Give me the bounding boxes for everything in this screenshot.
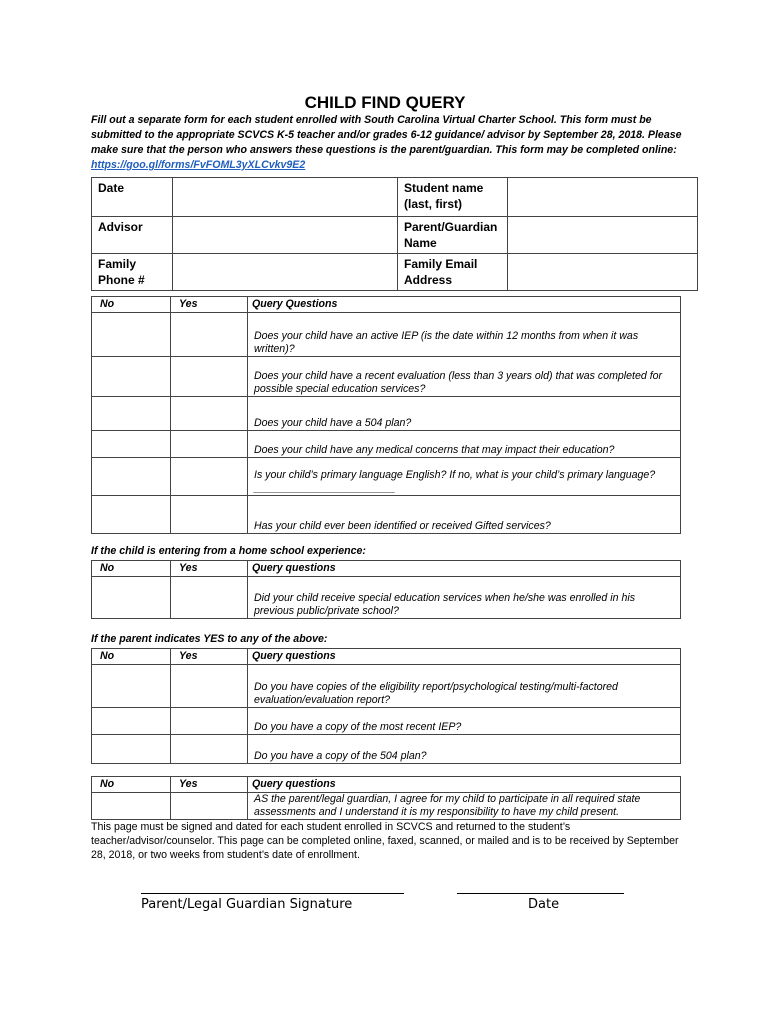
table-row [92, 496, 681, 534]
parent-yes-section-label: If the parent indicates YES to any of the above: [91, 633, 328, 645]
table-row [92, 708, 681, 735]
table-row [92, 577, 681, 619]
no-checkbox[interactable] [92, 577, 171, 619]
date-label: Date [92, 178, 173, 217]
student-name-label: Student name (last, first) [398, 178, 508, 217]
question-text: Did your child receive special education services when he/she was enrolled in his previous public/private school? [248, 577, 681, 619]
intro-paragraph [91, 113, 691, 173]
query-table-assessment [91, 776, 681, 820]
col-question-header: Query Questions [248, 297, 681, 313]
page-title: CHILD FIND QUERY [304, 93, 466, 112]
parent-name-label: Parent/Guardian Name [398, 217, 508, 254]
advisor-label: Advisor [92, 217, 173, 254]
col-yes-header: Yes [171, 777, 248, 793]
assessment-statement: AS the parent/legal guardian, I agree for my child to participate in all required state assessments and I understand it is my responsibility to have my child present. [248, 793, 681, 820]
no-checkbox[interactable] [92, 708, 171, 735]
table-row [92, 665, 681, 708]
no-checkbox[interactable] [92, 397, 171, 431]
parent-name-field[interactable] [508, 217, 698, 254]
question-text: Do you have a copy of the most recent IEP? [248, 708, 681, 735]
col-question-header: Query questions [248, 561, 681, 577]
table-row [92, 397, 681, 431]
yes-checkbox[interactable] [171, 357, 248, 397]
query-table-parent-yes [91, 648, 681, 764]
footer-instructions: This page must be signed and dated for each student enrolled in SCVCS and returned to the student’s teacher/advisor/counselor. This page can be completed online, faxed, scanned, or mailed and is to be received by September 28, 2018, or two weeks from student’s date of enrollment. [91, 821, 679, 861]
question-text: Do you have a copy of the 504 plan? [248, 735, 681, 764]
date-field[interactable] [173, 178, 398, 217]
student-info-table [91, 177, 698, 291]
col-no-header: No [92, 649, 171, 665]
no-checkbox[interactable] [92, 431, 171, 458]
question-text: Is your child’s primary language English? If no, what is your child’s primary language?________________________ [248, 458, 681, 496]
table-row [92, 793, 681, 820]
yes-checkbox[interactable] [171, 458, 248, 496]
no-checkbox[interactable] [92, 735, 171, 764]
col-yes-header: Yes [171, 297, 248, 313]
question-text: Has your child ever been identified or received Gifted services? [248, 496, 681, 534]
col-question-header: Query questions [248, 777, 681, 793]
no-checkbox[interactable] [92, 458, 171, 496]
table-row [92, 313, 681, 357]
no-checkbox[interactable] [92, 793, 171, 820]
phone-label: Family Phone # [92, 254, 173, 291]
no-checkbox[interactable] [92, 313, 171, 357]
yes-checkbox[interactable] [171, 735, 248, 764]
table-row [92, 735, 681, 764]
question-text: Does your child have any medical concerns that may impact their education? [248, 431, 681, 458]
parent-signature-label: Parent/Legal Guardian Signature [141, 897, 353, 912]
question-text: Does your child have a 504 plan? [248, 397, 681, 431]
yes-checkbox[interactable] [171, 793, 248, 820]
date-signature-line[interactable] [457, 893, 624, 894]
yes-checkbox[interactable] [171, 313, 248, 357]
col-yes-header: Yes [171, 649, 248, 665]
no-checkbox[interactable] [92, 665, 171, 708]
parent-signature-line[interactable] [141, 893, 404, 894]
question-text: Does your child have a recent evaluation (less than 3 years old) that was completed for possible special education services? [248, 357, 681, 397]
table-row [92, 458, 681, 496]
col-yes-header: Yes [171, 561, 248, 577]
col-no-header: No [92, 777, 171, 793]
yes-checkbox[interactable] [171, 665, 248, 708]
phone-field[interactable] [173, 254, 398, 291]
col-no-header: No [92, 561, 171, 577]
email-label: Family Email Address [398, 254, 508, 291]
online-form-link[interactable]: https://goo.gl/forms/FvFOML3yXLCvkv9E2 [91, 159, 306, 171]
intro-text: Fill out a separate form for each student enrolled with South Carolina Virtual Charter School. This form must be submitted to the appropriate SCVCS K-5 teacher and/or grades 6-12 guidance/ advisor by September 28, 2018. Please make sure that the person who answers these questions is the parent/guardian. This form may be completed online: [91, 114, 682, 156]
homeschool-section-label: If the child is entering from a home school experience: [91, 545, 366, 557]
question-text: Do you have copies of the eligibility report/psychological testing/multi-factored evaluation/evaluation report? [248, 665, 681, 708]
yes-checkbox[interactable] [171, 577, 248, 619]
question-text: Does your child have an active IEP (is the date within 12 months from when it was written)? [248, 313, 681, 357]
col-no-header: No [92, 297, 171, 313]
date-signature-label: Date [528, 897, 560, 912]
student-name-field[interactable] [508, 178, 698, 217]
no-checkbox[interactable] [92, 496, 171, 534]
email-field[interactable] [508, 254, 698, 291]
table-row [92, 357, 681, 397]
no-checkbox[interactable] [92, 357, 171, 397]
table-row [92, 431, 681, 458]
yes-checkbox[interactable] [171, 708, 248, 735]
query-table-main [91, 296, 681, 534]
query-table-homeschool [91, 560, 681, 619]
yes-checkbox[interactable] [171, 397, 248, 431]
col-question-header: Query questions [248, 649, 681, 665]
advisor-field[interactable] [173, 217, 398, 254]
yes-checkbox[interactable] [171, 431, 248, 458]
yes-checkbox[interactable] [171, 496, 248, 534]
